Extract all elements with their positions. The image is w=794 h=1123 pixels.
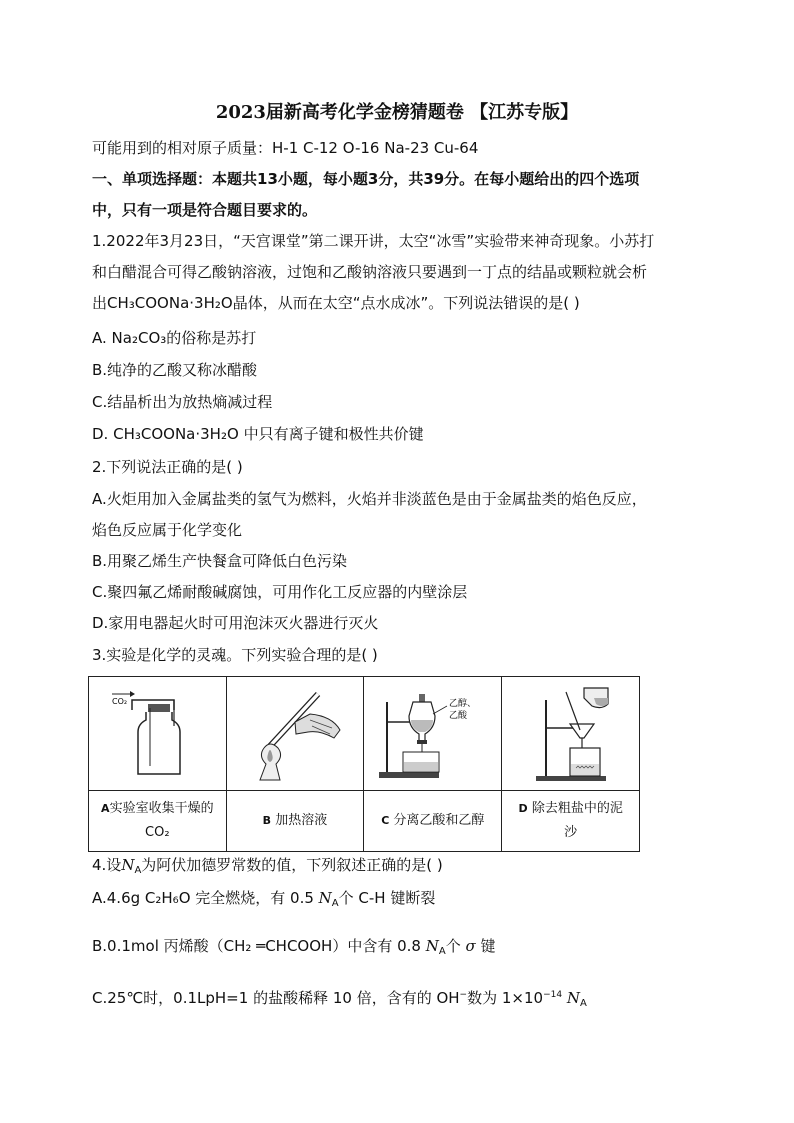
heating-test-tube-illustration bbox=[240, 684, 350, 784]
option-text: 数为 1×10 bbox=[467, 989, 544, 1007]
na-symbol: N bbox=[121, 856, 135, 874]
q2-option-b: B.用聚乙烯生产快餐盒可降低白色污染 bbox=[92, 552, 348, 570]
formula: Na₂CO₃ bbox=[111, 329, 167, 347]
option-text: 个 C-H 键断裂 bbox=[338, 889, 436, 907]
gas-bottle-illustration bbox=[102, 686, 212, 781]
caption-letter: D bbox=[518, 802, 528, 815]
experiment-table bbox=[88, 676, 640, 852]
caption-letter: A bbox=[101, 802, 110, 815]
formula: CH₃COONa·3H₂O bbox=[113, 425, 239, 443]
option-text: 键 bbox=[480, 937, 496, 955]
acetic-acid-label: 乙酸 bbox=[448, 710, 467, 721]
stem-text: 4.设 bbox=[92, 856, 122, 874]
page-title: 2023届新高考化学金榜猜题卷 【江苏专版】 bbox=[215, 102, 579, 123]
caption-letter: B bbox=[262, 814, 272, 827]
option-text: A.4.6g C₂H₆O 完全燃烧，有 0.5 bbox=[92, 889, 314, 907]
q1-option-d bbox=[92, 424, 424, 444]
q2-option-c: C.聚四氟乙烯耐酸碱腐蚀，可用作化工反应器的内壁涂层 bbox=[92, 583, 468, 601]
q1-stem-line3 bbox=[92, 293, 580, 313]
figure-d-cell bbox=[502, 677, 640, 791]
caption-text: 除去粗盐中的泥 bbox=[531, 801, 623, 816]
stem-text: 为阿伏加德罗常数的值，下列叙述正确的是( ) bbox=[141, 856, 443, 874]
q1-stem-pre: 出 bbox=[92, 294, 108, 312]
q1-stem-post: 晶体，从而在太空“点水成冰”。下列说法错误的是( ) bbox=[232, 294, 580, 312]
option-text: 的俗称是苏打 bbox=[166, 329, 257, 347]
na-subscript: A bbox=[438, 946, 446, 957]
option-text: B.0.1mol 丙烯酸（CH₂ ═CHCOOH）中含有 0.8 bbox=[92, 937, 421, 955]
caption-letter: C bbox=[381, 814, 390, 827]
q3-stem: 3.实验是化学的灵魂。下列实验合理的是( ) bbox=[92, 646, 378, 664]
na-subscript: A bbox=[331, 898, 339, 909]
na-subscript: A bbox=[579, 998, 587, 1009]
option-text: 个 bbox=[445, 937, 461, 955]
caption-text: 分离乙酸和乙醇 bbox=[393, 813, 485, 828]
ethanol-label: 乙醇、 bbox=[448, 698, 476, 709]
na-symbol: N bbox=[425, 937, 439, 955]
q4-option-b bbox=[92, 936, 496, 962]
q1-stem-line2: 和白醋混合可得乙酸钠溶液，过饱和乙酸钠溶液只要遇到一丁点的结晶或颗粒就会析 bbox=[92, 263, 648, 281]
separatory-funnel-illustration bbox=[373, 684, 493, 784]
caption-b bbox=[226, 791, 364, 852]
q1-option-b: B.纯净的乙酸又称冰醋酸 bbox=[92, 361, 258, 379]
figure-c-cell bbox=[364, 677, 502, 791]
q1-option-c: C.结晶析出为放热熵减过程 bbox=[92, 393, 273, 411]
q4-option-a bbox=[92, 888, 435, 914]
q4-option-c bbox=[92, 985, 587, 1014]
section-heading-line1: 一、单项选择题：本题共13小题，每小题3分，共39分。在每小题给出的四个选项 bbox=[92, 170, 640, 188]
q1-formula: CH₃COONa·3H₂O bbox=[107, 294, 233, 312]
superscript: − bbox=[459, 990, 468, 1000]
sigma-symbol: σ bbox=[465, 937, 476, 955]
na-symbol: N bbox=[318, 889, 332, 907]
q2-stem: 2.下列说法正确的是( ) bbox=[92, 458, 243, 476]
figure-b-cell bbox=[226, 677, 364, 791]
figure-a-cell bbox=[89, 677, 227, 791]
q1-stem-line1: 1.2022年3月23日，“天宫课堂”第二课开讲，太空“冰雪”实验带来神奇现象。小苏打 bbox=[92, 232, 655, 250]
exponent: −14 bbox=[543, 990, 563, 1000]
caption-c bbox=[364, 791, 502, 852]
q1-option-a bbox=[92, 328, 256, 348]
section-heading-line2: 中，只有一项是符合题目要求的。 bbox=[92, 201, 318, 219]
option-text: C.25℃时，0.1LpH=1 的盐酸稀释 10 倍，含有的 OH bbox=[92, 989, 460, 1007]
co2-label: CO₂ bbox=[112, 697, 128, 706]
caption-d bbox=[502, 791, 640, 852]
option-letter: A. bbox=[92, 329, 107, 347]
caption-text: CO₂ bbox=[145, 825, 170, 840]
caption-text: 加热溶液 bbox=[275, 813, 328, 828]
caption-text: 实验室收集干燥的 bbox=[109, 801, 214, 816]
q2-option-d: D.家用电器起火时可用泡沫灭火器进行灭火 bbox=[92, 614, 379, 632]
q2-option-a-line1: A.火炬用加入金属盐类的氢气为燃料，火焰并非淡蓝色是由于金属盐类的焰色反应， bbox=[92, 490, 647, 508]
na-subscript: A bbox=[134, 865, 142, 876]
option-letter: D. bbox=[92, 425, 109, 443]
q2-option-a-line2: 焰色反应属于化学变化 bbox=[92, 521, 243, 539]
filtration-illustration bbox=[516, 684, 626, 784]
caption-a bbox=[89, 791, 227, 852]
atomic-masses: 可能用到的相对原子质量：H-1 C-12 O-16 Na-23 Cu-64 bbox=[92, 139, 479, 157]
na-symbol: N bbox=[566, 989, 580, 1007]
caption-text: 沙 bbox=[564, 825, 578, 840]
option-text: 中只有离子键和极性共价键 bbox=[243, 425, 424, 443]
q4-stem bbox=[92, 855, 443, 881]
